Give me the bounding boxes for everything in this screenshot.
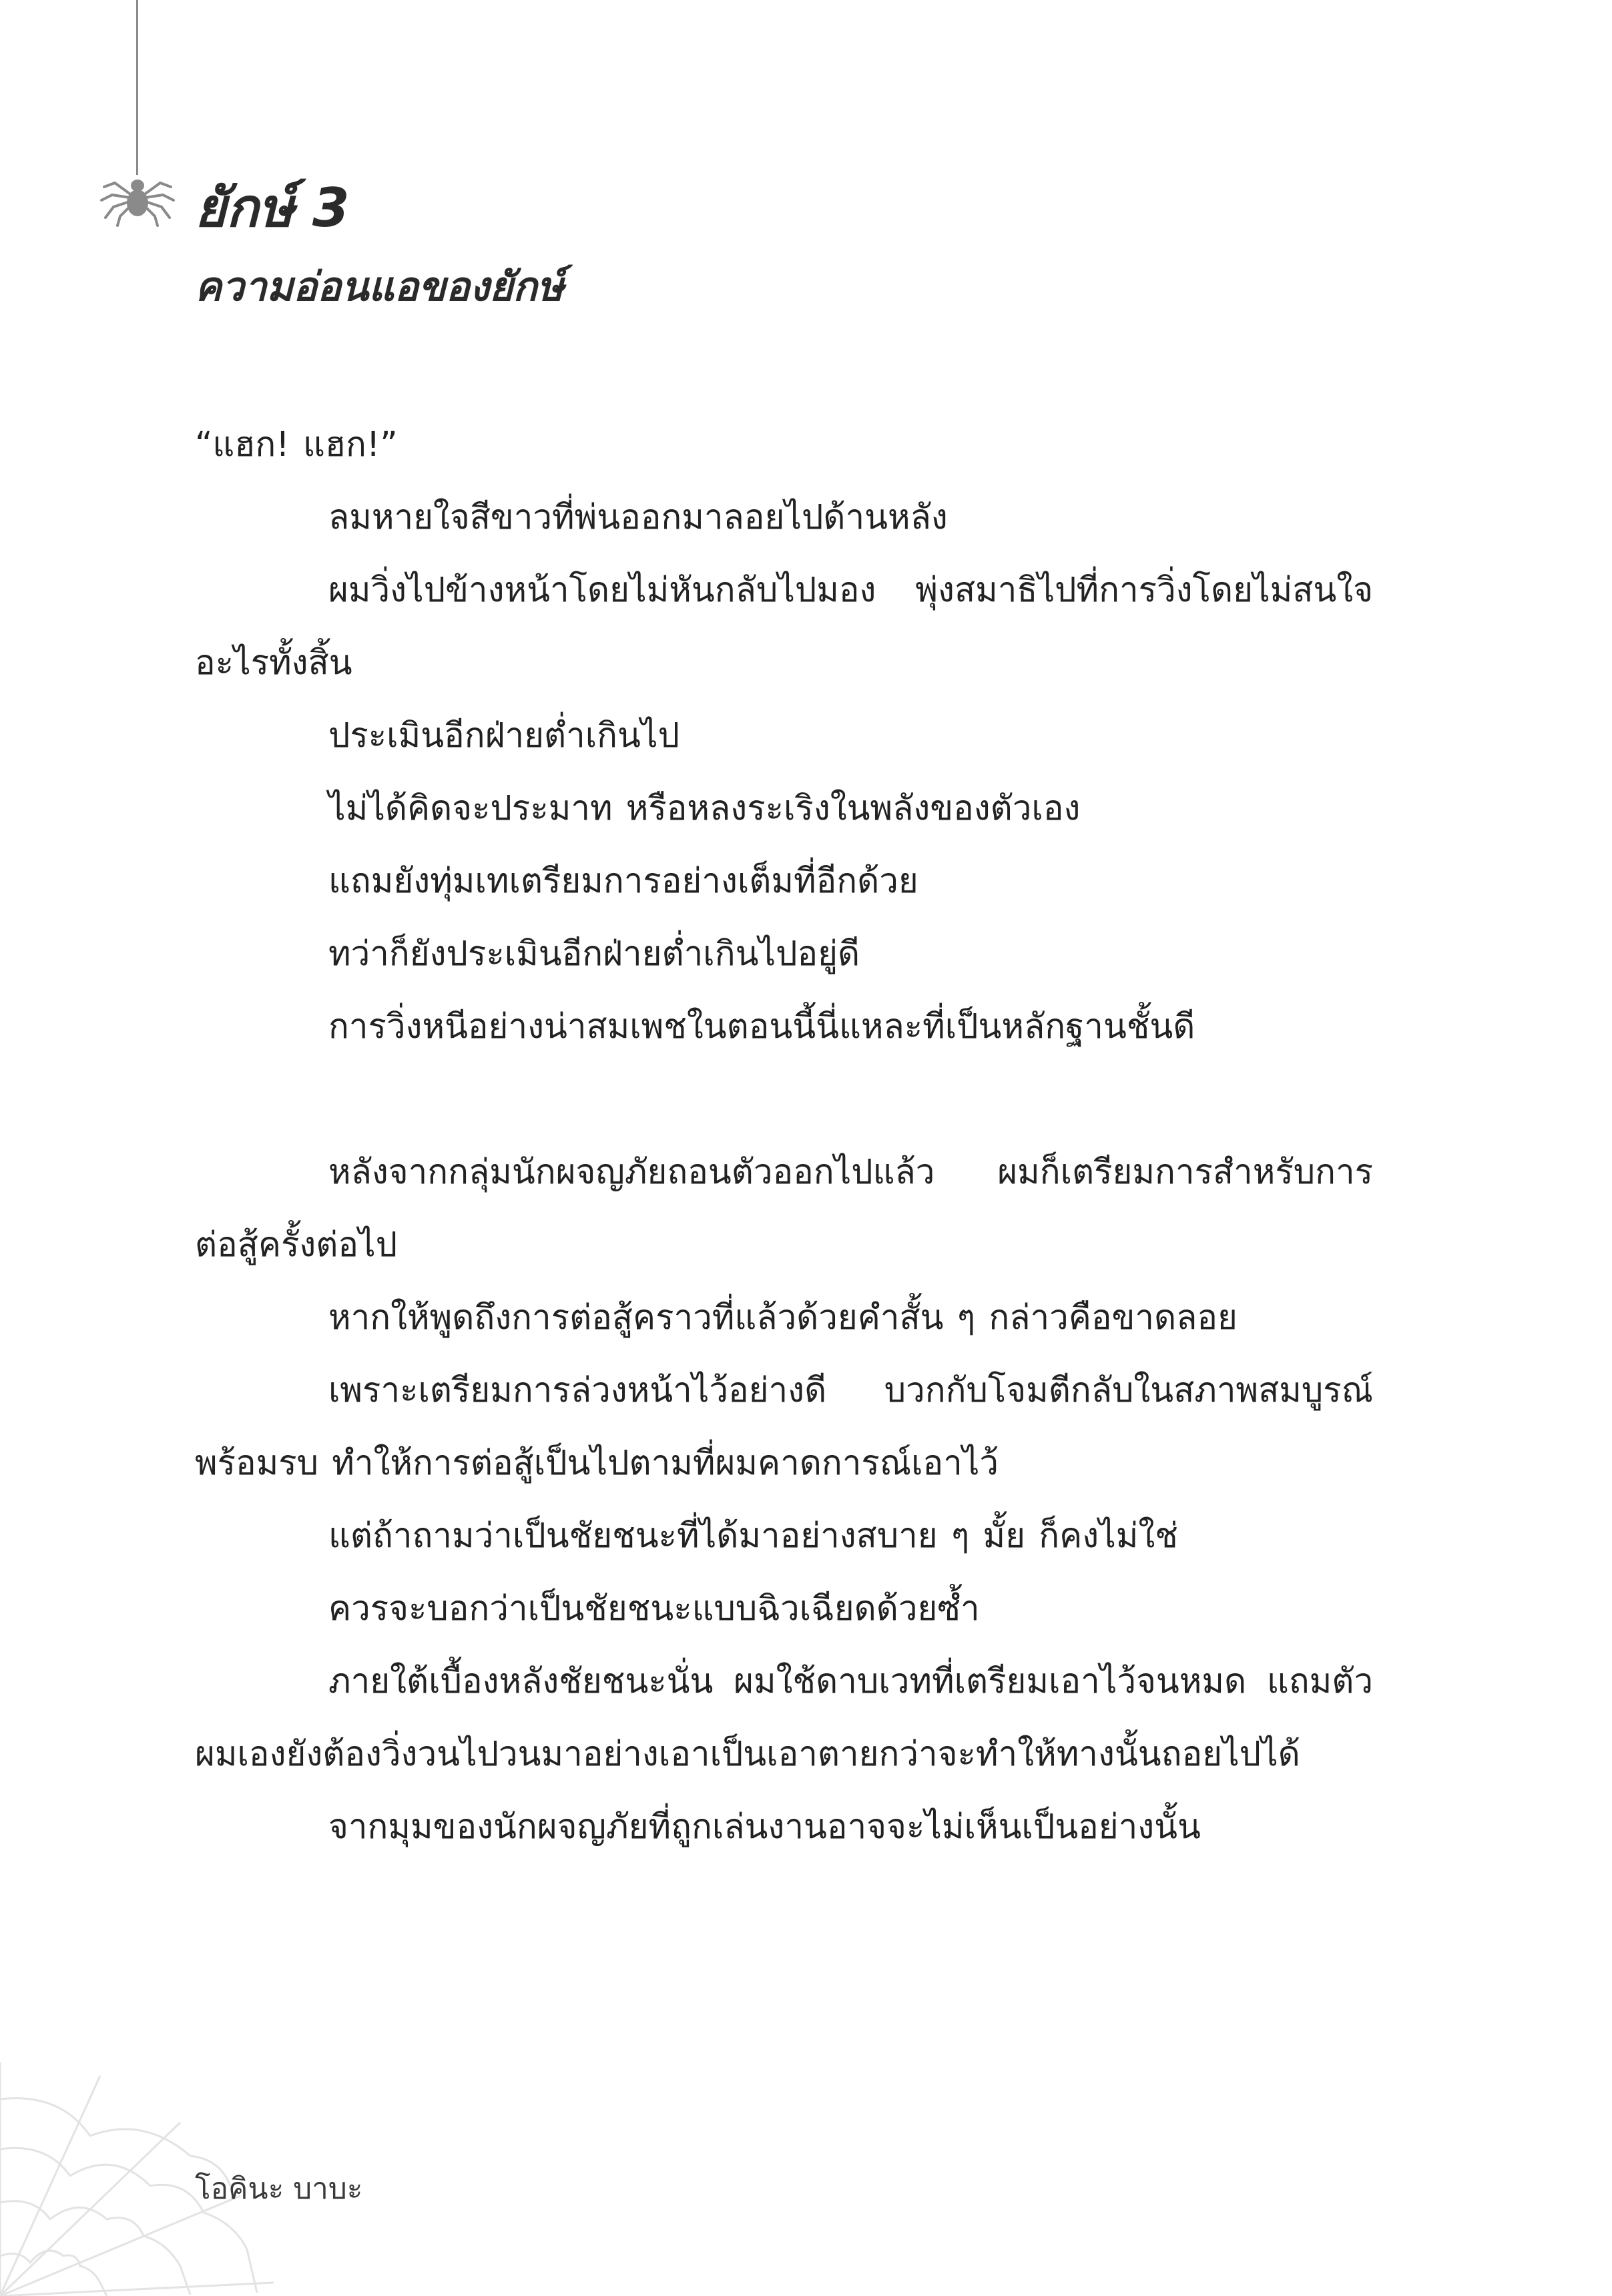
paragraph: เพราะเตรียมการล่วงหน้าไว้อย่างดี บวกกับโจมตีกลับในสภาพสมบูรณ์พร้อมรบ ทำให้การต่อสู้เป็นไปตามที่ผมคาดการณ์เอาไว้	[195, 1371, 1373, 1483]
paragraph: จากมุมของนักผจญภัยที่ถูกเล่นงานอาจจะไม่เห็นเป็นอย่างนั้น	[328, 1807, 1201, 1847]
chapter-title: ยักษ์ 3	[195, 177, 350, 239]
paragraph: แถมยังทุ่มเทเตรียมการอย่างเต็มที่อีกด้วย	[328, 862, 918, 901]
paragraph: “แฮก! แฮก!”	[195, 425, 398, 465]
paragraph: แต่ถ้าถามว่าเป็นชัยชนะที่ได้มาอย่างสบาย ๆ มั้ย ก็คงไม่ใช่	[328, 1516, 1178, 1556]
body-text	[195, 408, 1373, 1863]
running-footer-author: โอคินะ บาบะ	[195, 2172, 363, 2206]
paragraph: ผมวิ่งไปข้างหน้าโดยไม่หันกลับไปมอง พุ่งสมาธิไปที่การวิ่งโดยไม่สนใจอะไรทั้งสิ้น	[195, 571, 1373, 683]
paragraph: การวิ่งหนีอย่างน่าสมเพชในตอนนี้นี่แหละที่เป็นหลักฐานชั้นดี	[328, 1007, 1195, 1047]
paragraph: ประเมินอีกฝ่ายต่ำเกินไป	[328, 716, 680, 756]
paragraph: ทว่าก็ยังประเมินอีกฝ่ายต่ำเกินไปอยู่ดี	[328, 934, 860, 974]
cobweb-icon	[0, 2036, 280, 2296]
paragraph: หากให้พูดถึงการต่อสู้คราวที่แล้วด้วยคำสั้น ๆ กล่าวคือขาดลอย	[328, 1298, 1238, 1338]
chapter-subtitle: ความอ่อนแอของยักษ์	[195, 264, 564, 310]
spider-icon	[100, 167, 175, 227]
paragraph-gap	[195, 1063, 1373, 1136]
paragraph: ไม่ได้คิดจะประมาท หรือหลงระเริงในพลังของตัวเอง	[328, 789, 1081, 828]
paragraph: ลมหายใจสีขาวที่พ่นออกมาลอยไปด้านหลัง	[328, 498, 948, 537]
paragraph: ภายใต้เบื้องหลังชัยชนะนั่น ผมใช้ดาบเวทที่เตรียมเอาไว้จนหมด แถมตัวผมเองยังต้องวิ่งวนไปวนมาอย่างเอาเป็นเอาตายกว่าจะทำให้ทางนั้นถอยไปได้	[195, 1662, 1373, 1774]
paragraph: หลังจากกลุ่มนักผจญภัยถอนตัวออกไปแล้ว ผมก็เตรียมการสำหรับการต่อสู้ครั้งต่อไป	[195, 1153, 1373, 1265]
spider-thread	[136, 0, 138, 175]
paragraph: ควรจะบอกว่าเป็นชัยชนะแบบฉิวเฉียดด้วยซ้ำ	[328, 1589, 980, 1629]
